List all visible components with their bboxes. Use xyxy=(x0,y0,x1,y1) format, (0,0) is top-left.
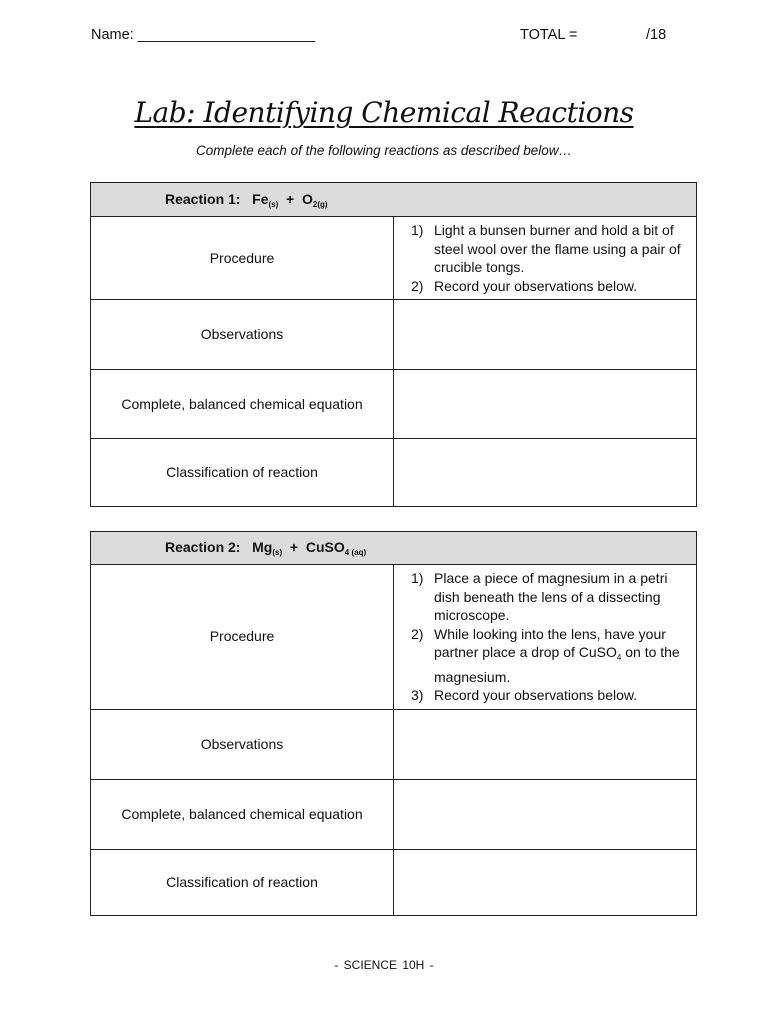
observations-answer-cell[interactable] xyxy=(394,300,697,370)
page-title: Lab: Identifying Chemical Reactions xyxy=(134,96,634,129)
procedure-steps xyxy=(394,217,697,300)
reaction-1-heading xyxy=(91,183,697,217)
reaction-2-table xyxy=(90,531,697,916)
reactant-2: CuSO$_{4 (aq)}$ xyxy=(305,539,367,557)
equation-answer-cell[interactable] xyxy=(394,370,697,439)
procedure-step: 1) Place a piece of magnesium in a petri dish beneath the lens of a dissecting microscope. xyxy=(411,570,668,623)
plus-sign: + xyxy=(289,539,299,555)
classification-label: Classification of reaction xyxy=(91,849,394,915)
reaction-heading-label: Reaction 1: xyxy=(165,190,241,207)
name-field-label: Name: ______________________ xyxy=(91,27,316,43)
procedure-label: Procedure xyxy=(91,217,394,300)
procedure-step: 2) While looking into the lens, have your partner place a drop of CuSO$_4$ on to the magnesium. xyxy=(411,625,680,685)
observations-answer-cell[interactable] xyxy=(394,709,697,779)
observations-label: Observations xyxy=(91,300,394,370)
page-subtitle: Complete each of the following reactions as described below… xyxy=(196,143,572,158)
reaction-2-heading xyxy=(91,532,697,565)
equation-label: Complete, balanced chemical equation xyxy=(91,779,394,849)
classification-label: Classification of reaction xyxy=(91,439,394,507)
equation-label: Complete, balanced chemical equation xyxy=(91,370,394,439)
equation-answer-cell[interactable] xyxy=(394,779,697,849)
total-label: TOTAL = xyxy=(520,27,578,43)
reaction-heading-label: Reaction 2: xyxy=(165,539,241,555)
procedure-step: 2) Record your observations below. xyxy=(411,277,638,294)
total-max: /18 xyxy=(646,27,667,43)
page-footer: - SCIENCE 10H - xyxy=(334,958,434,972)
reactant-2: $O_{2(g)}$ xyxy=(302,190,328,209)
reaction-1-table xyxy=(90,182,697,507)
classification-answer-cell[interactable] xyxy=(394,439,697,507)
observations-label: Observations xyxy=(91,709,394,779)
reactant-1: $Mg_{(s)}$ xyxy=(252,539,283,557)
classification-answer-cell[interactable] xyxy=(394,849,697,915)
plus-sign: + xyxy=(286,190,295,207)
procedure-step: 1) Light a bunsen burner and hold a bit of steel wool over the flame using a pair of crucible tongs. xyxy=(411,222,681,275)
reactant-1: $Fe_{(s)}$ xyxy=(252,190,279,209)
procedure-steps xyxy=(394,565,697,710)
procedure-step: 3) Record your observations below. xyxy=(411,687,638,703)
procedure-label: Procedure xyxy=(91,565,394,710)
total-score xyxy=(520,27,667,43)
